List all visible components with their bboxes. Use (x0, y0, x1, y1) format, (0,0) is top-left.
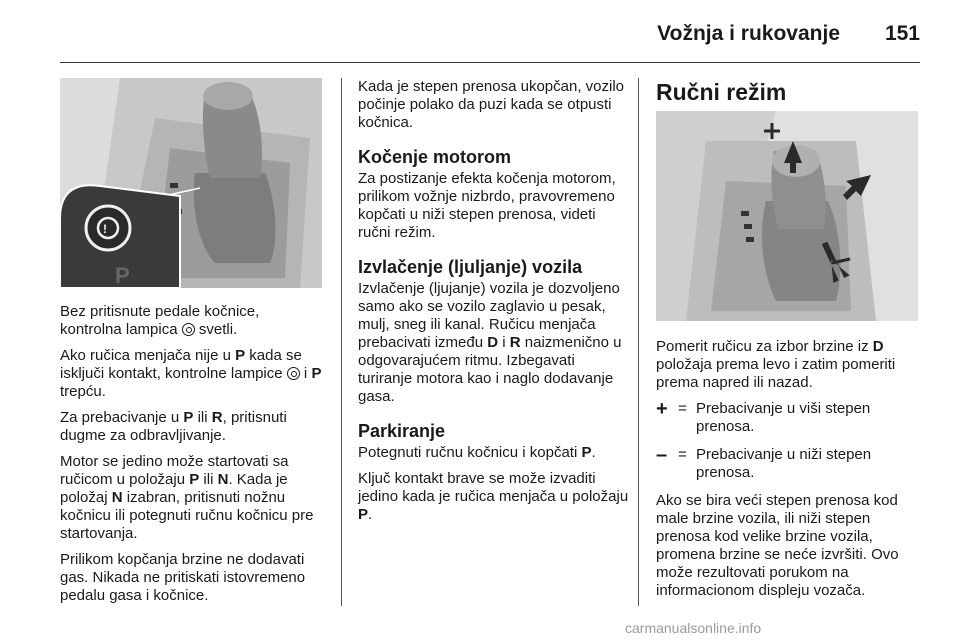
bold-letter: P (183, 409, 194, 426)
text-span: i (498, 334, 510, 351)
bold-letter: R (509, 334, 521, 351)
text-span: . (368, 506, 373, 523)
text-span: naizmenično u odgovarajućem ritmu. Izbegavati turiranje motora kao i naglo dodavanje gasa. (358, 334, 622, 405)
column-2 (358, 78, 630, 532)
watermark: carmanualsonline.info (625, 620, 762, 636)
downshift-text: Prebacivanje u niži stepen prenosa. (696, 446, 872, 481)
paragraph-parking-2 (358, 470, 630, 524)
text-span: i (299, 365, 312, 382)
bold-letter: D (872, 338, 884, 355)
text-span: Pomerit ručicu za izbor brzine iz (656, 338, 873, 355)
text-span: svetli. (194, 321, 238, 338)
text-span: kontrolna lampica (60, 321, 182, 338)
equals-sign: = (678, 446, 687, 463)
text-span: Ako ručica menjača nije u (60, 347, 236, 364)
gear-selector-illustration (60, 78, 322, 288)
text-span: kada se isključi kontakt, kontrolne lampice (60, 347, 302, 382)
heading-parking: Parkiranje (358, 421, 446, 441)
paragraph-ignition (60, 347, 330, 401)
page-header (0, 14, 960, 54)
paragraph-engine-braking: Za postizanje efekta kočenja motorom, prilikom vožnje nizbrdo, pravovremeno kopčati u niži stepen prenosa, videti ručni režim. (358, 170, 616, 241)
bold-letter: P (581, 444, 592, 461)
bold-letter: N (111, 489, 123, 506)
paragraph-start (60, 453, 330, 543)
heading-engine-braking: Kočenje motorom (358, 147, 512, 167)
brake-lamp-icon (182, 323, 195, 336)
downshift-row (656, 446, 920, 482)
column-divider-2 (638, 78, 639, 606)
column-divider-1 (341, 78, 342, 606)
paragraph-creep: Kada je stepen prenosa ukopčan, vozilo počinje polako da puzi kada se otpusti kočnica. (358, 78, 625, 131)
chapter-title: Vožnja i rukovanje (657, 22, 840, 45)
paragraph-rocking (358, 280, 630, 406)
text-span: Izvlačenje (ljujanje) vozila je dozvoljeno samo ako se vozilo zaglavio u pesak, mulj, sneg ili kanal. Ručicu menjača prebacivati između (358, 280, 620, 351)
heading-manual-mode: Ručni režim (656, 79, 787, 105)
plus-icon: + (656, 398, 668, 420)
text-span: položaja prema levo i zatim pomeriti prema napred ili nazad. (656, 356, 896, 391)
minus-icon: – (656, 444, 668, 466)
bold-letter: R (211, 409, 223, 426)
text-span: Za prebacivanje u (60, 409, 184, 426)
gear-selector-figure (60, 78, 322, 288)
text-span: izabran, pritisnuti nožnu kočnicu ili potegnuti ručnu kočnicu pre startovanja. (60, 489, 314, 542)
manual-mode-illustration (656, 111, 918, 321)
bold-letter: P (235, 347, 246, 364)
brake-lamp-icon (287, 367, 300, 380)
manual-mode-figure (656, 111, 918, 321)
bold-letter: D (487, 334, 499, 351)
text-span: Potegnuti ručnu kočnicu i kopčati (358, 444, 582, 461)
text-span: . (591, 444, 596, 461)
upshift-row (656, 400, 920, 436)
paragraph-lamp (60, 303, 330, 339)
text-span: Ključ kontakt brave se može izvaditi jedino kada je ručica menjača u položaju (358, 470, 629, 505)
svg-text:P: P (115, 263, 130, 288)
column-1 (60, 303, 330, 613)
text-span: trepću. (60, 383, 106, 400)
text-span: Motor se jedino može startovati sa ručicom u položaju (60, 453, 289, 488)
column-3 (656, 78, 920, 106)
paragraph-unlock (60, 409, 330, 445)
text-span: , pritisnuti dugme za odbravljivanje. (60, 409, 287, 444)
text-span: ili (193, 409, 212, 426)
svg-text:!: ! (103, 222, 107, 236)
text-span: ili (199, 471, 218, 488)
bold-letter: P (311, 365, 322, 382)
column-3-text (656, 338, 920, 608)
equals-sign: = (678, 400, 687, 417)
heading-rocking: Izvlačenje (ljuljanje) vozila (358, 257, 583, 277)
paragraph-parking-1 (358, 444, 630, 462)
text-span: Bez pritisnute pedale kočnice, (60, 303, 260, 320)
paragraph-move-lever (656, 338, 920, 392)
header-rule (60, 62, 920, 63)
page-number: 151 (884, 22, 920, 45)
upshift-text: Prebacivanje u viši stepen prenosa. (696, 400, 871, 435)
bold-letter: P (189, 471, 200, 488)
paragraph-gas: Prilikom kopčanja brzine ne dodavati gas. Nikada ne pritiskati istovremeno pedalu gasa i kočnice. (60, 551, 306, 604)
bold-letter: N (217, 471, 229, 488)
bold-letter: P (358, 506, 369, 523)
paragraph-shift-limit: Ako se bira veći stepen prenosa kod male brzine vozila, ili niži stepen prenosa kod velike brzine vozila, promena brzine se neće izvršiti. Ovo može rezultovati porukom na informacionom displeju vozača. (656, 492, 899, 599)
text-span: . Kada je položaj (60, 471, 288, 506)
